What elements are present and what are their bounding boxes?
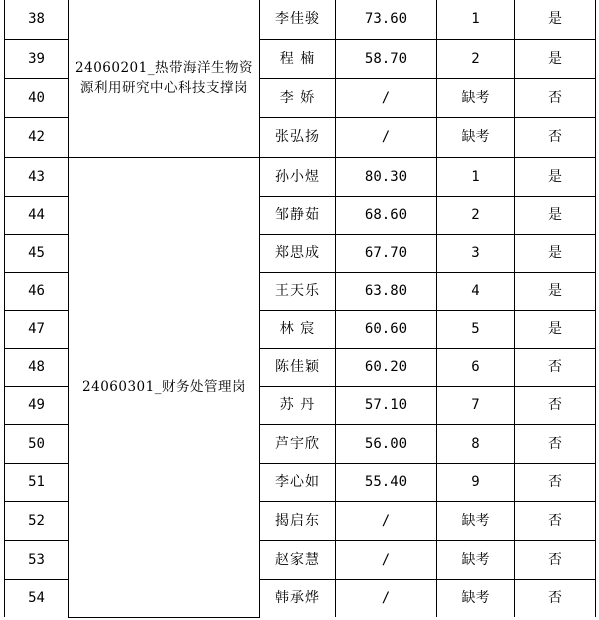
- post-cell: 24060201_热带海洋生物资源利用研究中心科技支撑岗: [69, 0, 260, 157]
- score-cell: 57.10: [336, 386, 437, 424]
- rank-cell: 缺考: [437, 501, 515, 540]
- rank-cell: 6: [437, 348, 515, 386]
- name-cell: 程 楠: [260, 39, 336, 78]
- name-cell: 孙小煜: [260, 157, 336, 196]
- score-cell: 60.20: [336, 348, 437, 386]
- name-cell: 李 娇: [260, 78, 336, 117]
- name-cell: 赵家慧: [260, 540, 336, 579]
- rank-cell: 1: [437, 157, 515, 196]
- name-cell: 王天乐: [260, 272, 336, 310]
- score-cell: 73.60: [336, 0, 437, 39]
- interview-cell: 是: [515, 234, 596, 272]
- rank-cell: 2: [437, 39, 515, 78]
- name-cell: 林 宸: [260, 310, 336, 348]
- interview-cell: 否: [515, 78, 596, 117]
- seq-cell: 47: [5, 310, 69, 348]
- interview-cell: 否: [515, 501, 596, 540]
- rank-cell: 3: [437, 234, 515, 272]
- seq-cell: 38: [5, 0, 69, 39]
- rank-cell: 缺考: [437, 117, 515, 157]
- seq-cell: 45: [5, 234, 69, 272]
- score-cell: 80.30: [336, 157, 437, 196]
- seq-cell: 44: [5, 196, 69, 234]
- name-cell: 苏 丹: [260, 386, 336, 424]
- interview-cell: 是: [515, 0, 596, 39]
- seq-cell: 51: [5, 463, 69, 501]
- interview-cell: 是: [515, 39, 596, 78]
- interview-cell: 否: [515, 386, 596, 424]
- score-cell: /: [336, 117, 437, 157]
- score-cell: 67.70: [336, 234, 437, 272]
- score-cell: 63.80: [336, 272, 437, 310]
- interview-cell: 否: [515, 117, 596, 157]
- rank-cell: 5: [437, 310, 515, 348]
- interview-cell: 是: [515, 272, 596, 310]
- score-cell: /: [336, 579, 437, 617]
- seq-cell: 53: [5, 540, 69, 579]
- rank-cell: 7: [437, 386, 515, 424]
- seq-cell: 46: [5, 272, 69, 310]
- name-cell: 韩承烨: [260, 579, 336, 617]
- rank-cell: 9: [437, 463, 515, 501]
- rank-cell: 1: [437, 0, 515, 39]
- rank-cell: 4: [437, 272, 515, 310]
- seq-cell: 42: [5, 117, 69, 157]
- interview-cell: 是: [515, 157, 596, 196]
- seq-cell: 39: [5, 39, 69, 78]
- rank-cell: 2: [437, 196, 515, 234]
- interview-cell: 否: [515, 463, 596, 501]
- table-row: [5, 157, 596, 196]
- seq-cell: 54: [5, 579, 69, 617]
- results-table-body: [5, 0, 596, 617]
- score-cell: /: [336, 501, 437, 540]
- seq-cell: 40: [5, 78, 69, 117]
- name-cell: 芦宇欣: [260, 424, 336, 463]
- rank-cell: 8: [437, 424, 515, 463]
- interview-cell: 否: [515, 348, 596, 386]
- rank-cell: 缺考: [437, 78, 515, 117]
- table-row: [5, 0, 596, 39]
- name-cell: 郑思成: [260, 234, 336, 272]
- score-cell: 55.40: [336, 463, 437, 501]
- results-table: [4, 0, 596, 618]
- interview-cell: 否: [515, 424, 596, 463]
- name-cell: 陈佳颖: [260, 348, 336, 386]
- name-cell: 揭启东: [260, 501, 336, 540]
- seq-cell: 48: [5, 348, 69, 386]
- score-cell: 68.60: [336, 196, 437, 234]
- score-cell: /: [336, 78, 437, 117]
- score-cell: 56.00: [336, 424, 437, 463]
- rank-cell: 缺考: [437, 579, 515, 617]
- score-cell: /: [336, 540, 437, 579]
- score-cell: 60.60: [336, 310, 437, 348]
- interview-cell: 是: [515, 310, 596, 348]
- score-cell: 58.70: [336, 39, 437, 78]
- seq-cell: 52: [5, 501, 69, 540]
- seq-cell: 49: [5, 386, 69, 424]
- post-cell: 24060301_财务处管理岗: [69, 157, 260, 617]
- rank-cell: 缺考: [437, 540, 515, 579]
- interview-cell: 否: [515, 579, 596, 617]
- name-cell: 邹静茹: [260, 196, 336, 234]
- seq-cell: 43: [5, 157, 69, 196]
- interview-cell: 否: [515, 540, 596, 579]
- seq-cell: 50: [5, 424, 69, 463]
- interview-cell: 是: [515, 196, 596, 234]
- name-cell: 张弘扬: [260, 117, 336, 157]
- name-cell: 李心如: [260, 463, 336, 501]
- name-cell: 李佳骏: [260, 0, 336, 39]
